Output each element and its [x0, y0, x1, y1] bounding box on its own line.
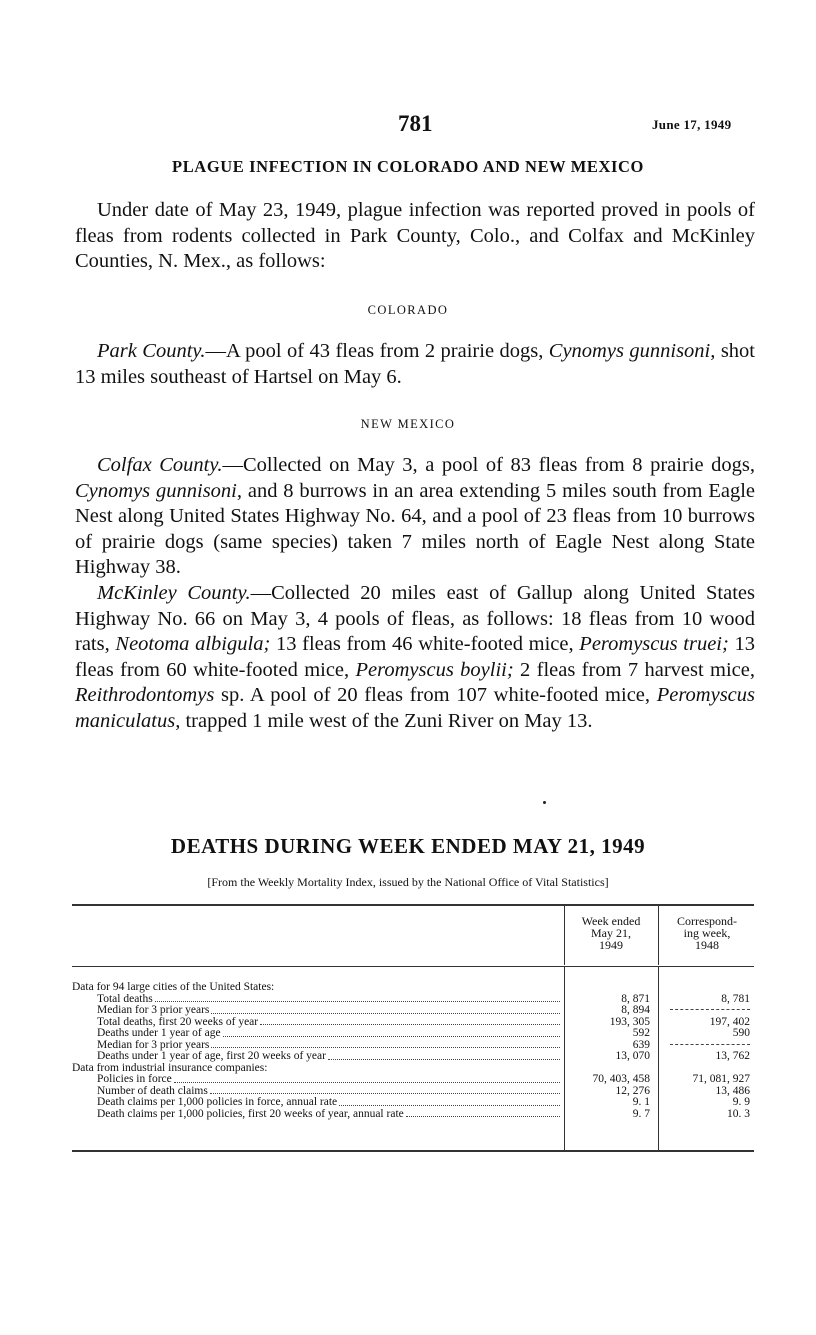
- table-row: Median for 3 prior years 639: [72, 1040, 754, 1052]
- species-name: Peromyscus truei;: [579, 633, 729, 655]
- deaths-table-title: DEATHS DURING WEEK ENDED MAY 21, 1949: [170, 834, 646, 858]
- table-row: Data from industrial insurance companies:: [72, 1062, 268, 1074]
- empty-cell-dash: [670, 1044, 750, 1045]
- column-divider: [658, 905, 659, 965]
- table-row: Deaths under 1 year of age 592 590: [97, 1027, 750, 1039]
- county-name: Park County.: [97, 340, 206, 362]
- table-row: Total deaths, first 20 weeks of year 193, 305 197, 402: [97, 1015, 750, 1028]
- colfax-county-paragraph: Colfax County.—Collected on May 3, a pool of 83 fleas from 8 prairie dogs, Cynomys gunnisoni, and 8 burrows in an area extending 5 miles south from Eagle Nest along United States Highway No. 64, and a pool of 23 fleas from 10 burrows of prairie dogs (same species) taken 7 miles north of Eagle Nest along State Highway 38.: [75, 454, 756, 578]
- intro-paragraph: Under date of May 23, 1949, plague infection was reported proved in pools of fleas from rodents collected in Park County, Colo., and Colfax and McKinley Counties, N. Mex., as follows:: [75, 199, 755, 272]
- empty-cell-dash: [670, 1009, 750, 1010]
- species-name: Peromyscus maniculatus,: [75, 684, 755, 732]
- county-name: Colfax County.: [97, 454, 223, 476]
- new-mexico-heading: NEW MEXICO: [360, 417, 456, 431]
- page-number: 781: [398, 111, 433, 136]
- species-name: Peromyscus boylii;: [355, 658, 514, 681]
- table-bottom-rule: [72, 1150, 754, 1152]
- colorado-heading: COLORADO: [367, 303, 449, 317]
- column-header-1949: Week ended May 21, 1949: [581, 914, 641, 952]
- article-title: PLAGUE INFECTION IN COLORADO AND NEW MEXICO: [172, 157, 644, 176]
- table-row: Death claims per 1,000 policies in force, annual rate 9. 1 9. 9: [97, 1096, 750, 1108]
- column-header-1948: Correspond- ing week, 1948: [677, 914, 737, 952]
- table-top-rule: [72, 904, 754, 906]
- table-row: Total deaths 8, 871 8, 781: [97, 992, 750, 1005]
- deaths-table-body: [72, 982, 754, 1120]
- mckinley-county-paragraph: McKinley County.—Collected 20 miles east of Gallup along United States Highway No. 66 on May 3, 4 pools of fleas, as follows: 18 fleas from 10 wood rats, Neotoma albigula; 13 fleas from 46 white-footed mice, Peromyscus truei; 13 fleas from 60 white-footed mice, Peromyscus boylii; 2 fleas from 7 harvest mice, Reithrodontomys sp. A pool of 20 fleas from 107 white-footed mice, Peromyscus maniculatus, trapped 1 mile west of the Zuni River on May 13.: [75, 582, 756, 732]
- species-name: Reithrodontomys: [75, 684, 215, 706]
- species-name: Cynomys gunnisoni,: [75, 479, 242, 502]
- deaths-table-source: [From the Weekly Mortality Index, issued by the National Office of Vital Statistics]: [207, 875, 609, 889]
- column-divider: [564, 905, 565, 965]
- table-row: Number of death claims 12, 276 13, 486: [97, 1084, 750, 1097]
- species-name: Cynomys gunnisoni,: [548, 340, 716, 362]
- issue-date: June 17, 1949: [652, 117, 732, 132]
- county-name: McKinley County.: [97, 582, 251, 604]
- table-row: Median for 3 prior years 8, 894: [72, 1005, 754, 1017]
- table-row: Data for 94 large cities of the United States:: [72, 982, 275, 993]
- table-row: Death claims per 1,000 policies, first 20 weeks of year, annual rate 9. 7 10. 3: [97, 1107, 750, 1120]
- table-row: Policies in force 70, 403, 458 71, 081, 927: [97, 1073, 750, 1085]
- table-row: Deaths under 1 year of age, first 20 weeks of year 13, 070 13, 762: [97, 1050, 750, 1062]
- species-name: Neotoma albigula;: [115, 633, 271, 655]
- header-rule: [72, 966, 754, 967]
- park-county-paragraph: Park County.—A pool of 43 fleas from 2 prairie dogs, Cynomys gunnisoni, shot 13 miles southeast of Hartsel on May 6.: [75, 340, 755, 388]
- separator-dot: [543, 801, 546, 804]
